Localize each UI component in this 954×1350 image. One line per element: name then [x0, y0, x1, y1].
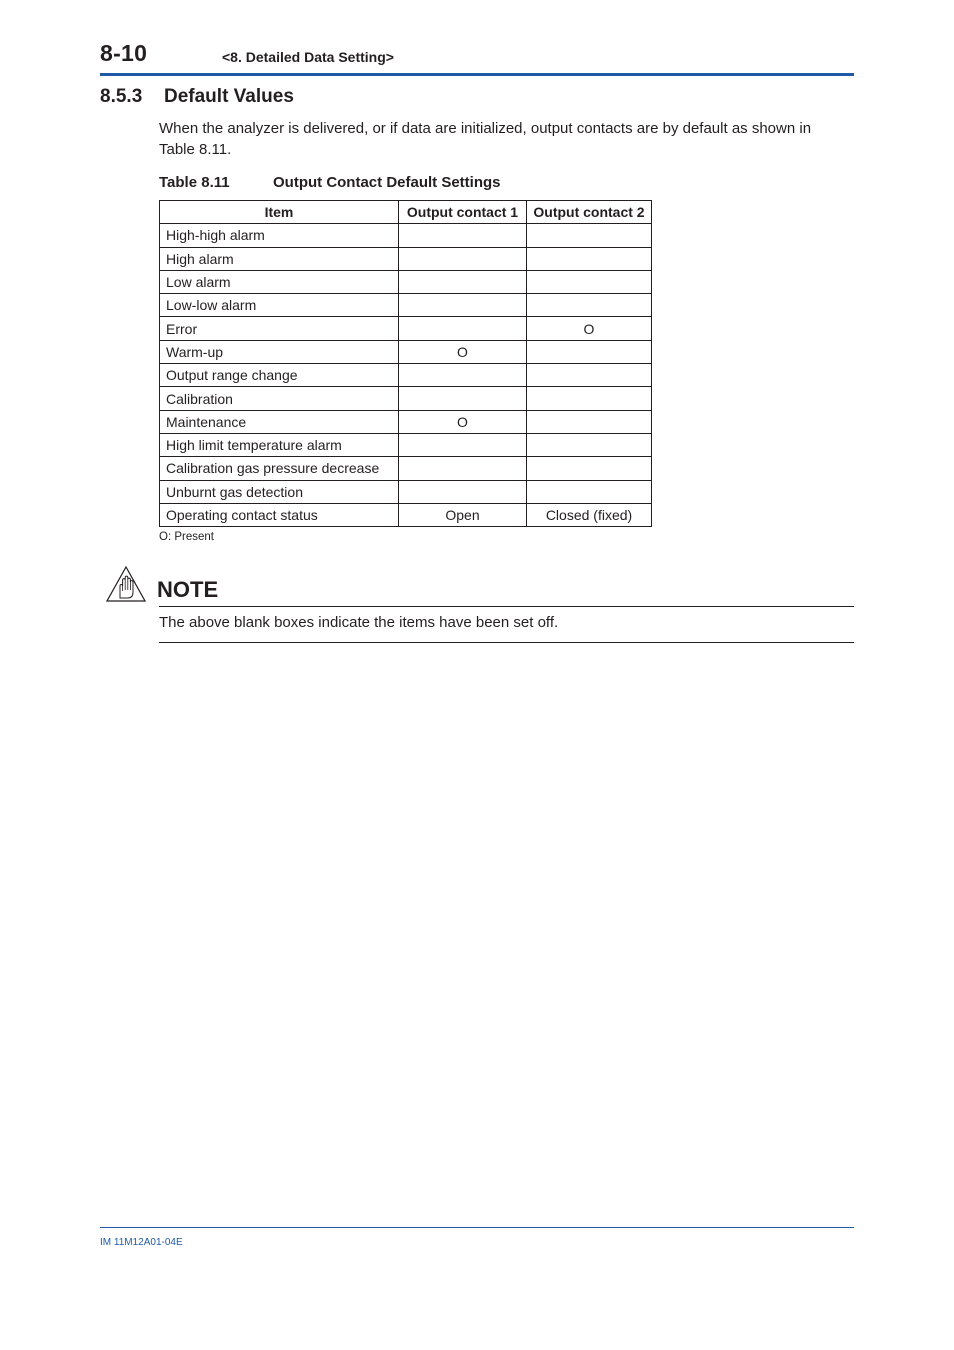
- row-item: Operating contact status: [160, 503, 399, 526]
- table-header-row: [160, 201, 652, 224]
- table-row: [160, 457, 652, 480]
- row-contact-1: O: [399, 410, 527, 433]
- output-contact-table: [159, 200, 652, 527]
- table-row: [160, 387, 652, 410]
- row-contact-2: [527, 410, 652, 433]
- row-item: Unburnt gas detection: [160, 480, 399, 503]
- section-heading: [100, 86, 294, 108]
- row-contact-2: [527, 364, 652, 387]
- row-item: High-high alarm: [160, 224, 399, 247]
- row-contact-1: [399, 364, 527, 387]
- row-contact-1: [399, 317, 527, 340]
- table-row: [160, 410, 652, 433]
- header-output-contact-2: Output contact 2: [527, 201, 652, 224]
- table-row: [160, 270, 652, 293]
- row-contact-1: Open: [399, 503, 527, 526]
- row-contact-1: [399, 457, 527, 480]
- row-contact-2: O: [527, 317, 652, 340]
- row-item: Warm-up: [160, 340, 399, 363]
- table-row: [160, 224, 652, 247]
- row-item: Output range change: [160, 364, 399, 387]
- section-number: 8.5.3: [100, 86, 143, 107]
- document-id: IM 11M12A01-04E: [100, 1237, 183, 1248]
- row-contact-2: [527, 340, 652, 363]
- row-contact-1: [399, 224, 527, 247]
- row-contact-1: [399, 387, 527, 410]
- note-title: NOTE: [157, 577, 219, 602]
- table-row: [160, 294, 652, 317]
- row-contact-2: [527, 270, 652, 293]
- row-contact-2: [527, 224, 652, 247]
- row-contact-1: [399, 480, 527, 503]
- note-text: The above blank boxes indicate the items have been set off.: [159, 614, 559, 631]
- section-title: Default Values: [164, 86, 294, 107]
- footer-rule: [100, 1227, 854, 1228]
- page-number: 8-10: [100, 40, 148, 66]
- header-rule: [100, 73, 854, 76]
- table-row: [160, 247, 652, 270]
- table-caption-number: Table 8.11: [159, 174, 230, 191]
- row-contact-2: [527, 457, 652, 480]
- table-row: [160, 480, 652, 503]
- row-contact-1: O: [399, 340, 527, 363]
- intro-paragraph: When the analyzer is delivered, or if data are initialized, output contacts are by default as shown in Table 8.11.: [159, 120, 812, 158]
- row-contact-2: [527, 480, 652, 503]
- row-contact-2: [527, 294, 652, 317]
- row-item: High limit temperature alarm: [160, 433, 399, 456]
- note-rule-top: [159, 606, 854, 607]
- row-contact-2: [527, 247, 652, 270]
- row-contact-2: [527, 433, 652, 456]
- row-contact-1: [399, 247, 527, 270]
- row-contact-2: Closed (fixed): [527, 503, 652, 526]
- table-row: [160, 364, 652, 387]
- header-output-contact-1: Output contact 1: [399, 201, 527, 224]
- header-item: Item: [160, 201, 399, 224]
- table-footnote: O: Present: [159, 531, 214, 543]
- page-header: [100, 40, 854, 76]
- row-contact-1: [399, 270, 527, 293]
- row-contact-1: [399, 294, 527, 317]
- table-row: [160, 317, 652, 340]
- row-item: Error: [160, 317, 399, 340]
- row-item: Low-low alarm: [160, 294, 399, 317]
- caution-hand-icon: [106, 566, 146, 602]
- row-item: High alarm: [160, 247, 399, 270]
- row-item: Low alarm: [160, 270, 399, 293]
- table-caption-title: Output Contact Default Settings: [273, 174, 501, 191]
- row-contact-2: [527, 387, 652, 410]
- table-row: [160, 340, 652, 363]
- row-item: Calibration: [160, 387, 399, 410]
- row-item: Calibration gas pressure decrease: [160, 457, 399, 480]
- table-row: [160, 503, 652, 526]
- chapter-title: <8. Detailed Data Setting>: [222, 49, 394, 65]
- table-row: [160, 433, 652, 456]
- note-rule-bottom: [159, 642, 854, 643]
- table-caption: [159, 174, 501, 191]
- row-item: Maintenance: [160, 410, 399, 433]
- row-contact-1: [399, 433, 527, 456]
